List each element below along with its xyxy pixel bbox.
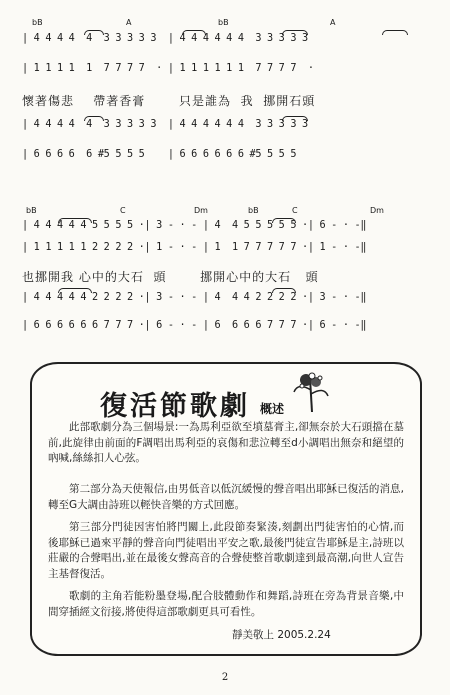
overview-paragraph: 第二部分為天使報信,由男低音以低沉緩慢的聲音唱出耶穌已復活的消息,轉至G大調由詩班以輕快音樂的方式回應。 <box>48 483 404 511</box>
chord-label: bB <box>218 18 229 27</box>
chord-label: bB <box>32 18 43 27</box>
notation-line: | 6 6 6 6 6 #5 5 5 5 | 6 6 6 6 6 6 #5 5 5 5 <box>22 149 297 160</box>
overview-paragraph: 此部歌劇分為三個場景:一為馬利亞欲至墳墓膏主,卻無奈於大石頭擋在墓前,此旋律由前面的F調唱出馬利亞的哀傷和悲泣轉至d小調唱出無奈和絕望的吶喊,絲絲扣人心弦。 <box>48 421 404 464</box>
lyric-line: 懷著傷悲 帶著香膏 只是誰為 我 挪開石頭 <box>22 94 316 108</box>
chord-label: bB <box>26 206 37 215</box>
notation-line: | 4 4 4 4 4 3 3 3 3 3 | 4 4 4 4 4 4 3 3 3 3 3 <box>22 119 308 130</box>
box-title-small: 概述 <box>260 402 285 416</box>
overview-paragraph: 歌劇的主角若能粉墨登場,配合肢體動作和舞蹈,詩班在旁為背景音樂,中間穿插經文衍接,將使得這部歌劇更具可看性。 <box>48 590 404 618</box>
notation-line: | 4 4 4 4 4 3 3 3 3 3 | 4 4 4 4 4 4 3 3 3 3 3 <box>22 33 308 44</box>
lily-flower-icon <box>290 372 332 416</box>
lyric-line: 也挪開我 心中的大石 頭 挪開心中的大石 頭 <box>22 270 319 284</box>
overview-paragraph: 第三部分門徒因害怕將門關上,此段節奏緊湊,刻劃出門徒害怕的心情,而後耶穌已過來平靜的聲音向門徒唱出平安之歌,最後門徒宣告耶穌是主,詩班以莊嚴的合聲唱出,並在最後女聲高音的合聲使整首歌劇達到最高潮,向世人宣告主基督復活。 <box>48 521 404 580</box>
notation-line: | 4 4 4 4 4 5 5 5 5 ·| 3 - · - | 4 4 5 5 5 5 5 ·| 6 - · -‖ <box>22 220 367 231</box>
chord-label: A <box>126 18 132 27</box>
chord-label: Dm <box>370 206 384 215</box>
chord-label: A <box>330 18 336 27</box>
notation-line: | 4 4 4 4 4 2 2 2 2 ·| 3 - · - | 4 4 4 2 2 2 2 ·| 3 - · -‖ <box>22 292 367 303</box>
notation-line: | 1 1 1 1 1 2 2 2 2 ·| 1 - · - | 1 1 7 7 7 7 7 ·| 1 - · -‖ <box>22 242 367 253</box>
chord-label: C <box>292 206 298 215</box>
box-title: 復活節歌劇 <box>100 391 250 422</box>
notation-line: | 6 6 6 6 6 6 7 7 7 ·| 6 - · - | 6 6 6 6 7 7 7 ·| 6 - · -‖ <box>22 320 367 331</box>
chord-label: bB <box>248 206 259 215</box>
signature: 靜美敬上 2005.2.24 <box>232 629 331 641</box>
chord-label: Dm <box>194 206 208 215</box>
chord-label: C <box>120 206 126 215</box>
page-number: 2 <box>221 672 229 683</box>
notation-line: | 1 1 1 1 1 7 7 7 7 · | 1 1 1 1 1 1 7 7 7 7 · <box>22 63 314 74</box>
